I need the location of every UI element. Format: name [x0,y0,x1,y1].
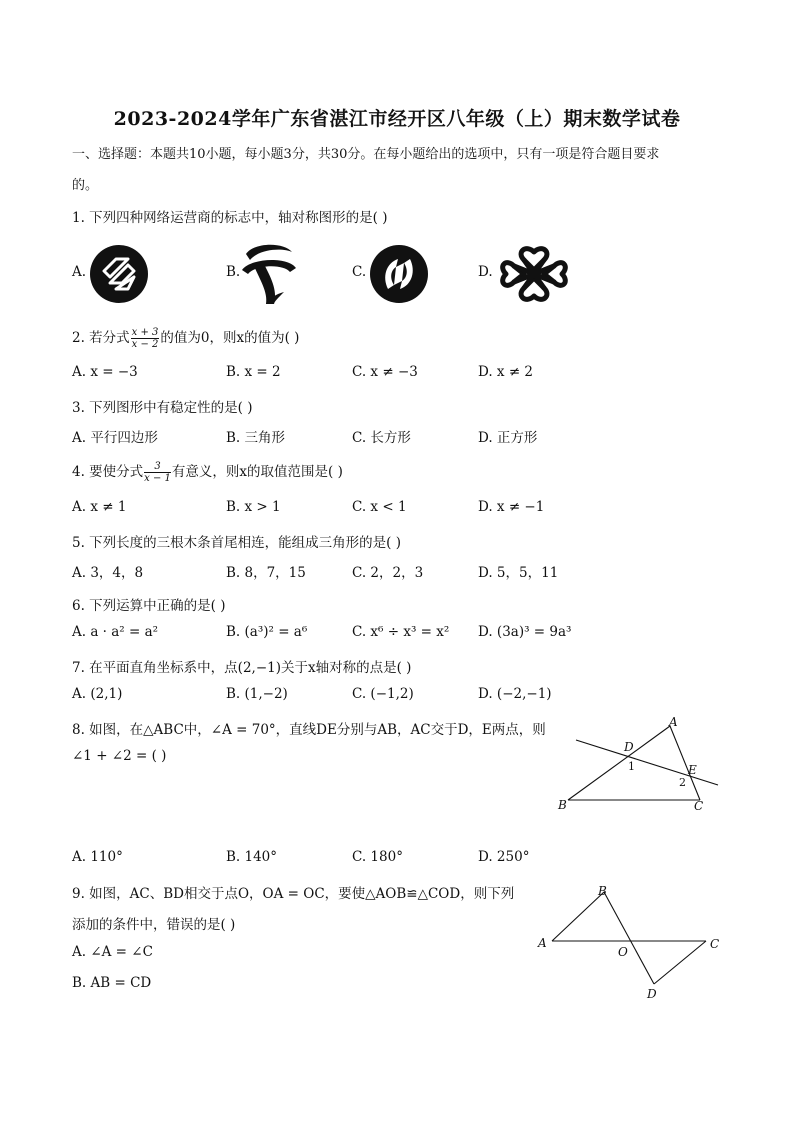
question-2-option-c: C. x ≠ −3 [352,364,418,380]
label-c: C [694,799,704,813]
segment-ab [552,892,604,941]
question-5-option-c: C. 2，2，3 [352,565,424,581]
question-4-option-a: A. x ≠ 1 [72,499,127,515]
segment-cd [654,941,706,984]
question-2-fraction-denominator: x − 2 [131,339,159,350]
question-4-option-c: C. x < 1 [352,499,407,515]
question-4-stem [72,460,343,484]
question-1-option-a: A. [72,264,87,280]
question-2-fraction-numerator: x + 3 [131,327,159,338]
question-7-option-b: B. (1,−2) [226,686,288,702]
section-instructions [72,139,732,201]
question-8-option-a: A. 110° [72,849,123,865]
label-b: B [558,798,567,812]
question-3-option-b: B. 三角形 [226,430,286,446]
question-1-stem: 1. 下列四种网络运营商的标志中，轴对称图形的是( ) [72,210,388,226]
label-c: C [710,937,720,951]
label-a: A [669,715,678,729]
label-d: D [647,987,657,1001]
question-3-option-c: C. 长方形 [352,430,411,446]
label-b: B [598,884,607,898]
question-3-option-d: D. 正方形 [478,430,538,446]
question-5-option-d: D. 5，5，11 [478,565,559,581]
china-unicom-logo-icon [494,244,574,304]
question-2-stem-post: 的值为0，则x的值为( ) [160,330,300,346]
question-3-option-a: A. 平行四边形 [72,430,158,446]
question-2-option-b: B. x = 2 [226,364,281,380]
question-8-stem-line2: ∠1 + ∠2 = ( ) [72,748,167,764]
question-2-stem-pre: 2. 若分式 [72,330,130,346]
question-6-option-b: B. (a³)² = a⁶ [226,624,308,640]
china-mobile-logo-icon [88,243,150,305]
segment-bd [604,892,654,984]
question-4-fraction-denominator: x − 1 [144,473,171,484]
question-2-option-d: D. x ≠ 2 [478,364,534,380]
label-d: D [624,740,634,754]
question-2-fraction [131,327,160,350]
question-8-stem-line1: 8. 如图，在△ABC中，∠A = 70°，直线DE分别与AB，AC交于D，E两点，则 [72,722,546,738]
question-2-stem [72,326,299,350]
question-5-option-b: B. 8，7，15 [226,565,306,581]
question-1-option-c: C. [352,264,367,280]
question-6-option-d: D. (3a)³ = 9a³ [478,624,572,640]
question-5-option-a: A. 3，4，8 [72,565,144,581]
china-netcom-logo-icon [368,243,430,305]
question-7-stem: 7. 在平面直角坐标系中，点(2,−1)关于x轴对称的点是( ) [72,660,412,676]
label-o: O [618,945,628,959]
section-instructions-line1: 一、选择题：本题共10小题，每小题3分，共30分。在每小题给出的选项中，只有一项是符合题目要求 [72,147,660,162]
question-8-option-b: B. 140° [226,849,278,865]
question-6-stem: 6. 下列运算中正确的是( ) [72,598,226,614]
question-9-crossing-figure [530,878,730,1004]
question-6-option-a: A. a · a² = a² [72,624,159,640]
question-4-stem-post: 有意义，则x的取值范围是( ) [171,464,343,480]
question-4-fraction-numerator: 3 [144,461,171,473]
question-9-option-b: B. AB = CD [72,975,152,991]
question-4-option-d: D. x ≠ −1 [478,499,545,515]
question-7-option-c: C. (−1,2) [352,686,414,702]
question-9-stem-line2: 添加的条件中，错误的是( ) [72,917,236,933]
exam-title: 2023-2024学年广东省湛江市经开区八年级（上）期末数学试卷 [113,108,681,130]
label-angle-2: 2 [679,776,686,789]
label-a: A [538,936,547,950]
question-6-option-c: C. x⁶ ÷ x³ = x² [352,624,450,640]
china-telecom-logo-icon [240,240,298,306]
question-4-fraction [144,461,171,484]
question-9-stem-line1: 9. 如图，AC、BD相交于点O，OA = OC，要使△AOB≌△COD，则下列 [72,886,515,902]
question-8-triangle-figure [554,712,726,816]
question-8-option-c: C. 180° [352,849,403,865]
question-5-stem: 5. 下列长度的三根木条首尾相连，能组成三角形的是( ) [72,535,401,551]
question-1-option-b: B. [226,264,241,280]
question-9-option-a: A. ∠A = ∠C [72,944,153,960]
segment-ab [568,726,670,800]
question-7-option-a: A. (2,1) [72,686,123,702]
question-8-option-d: D. 250° [478,849,530,865]
question-4-stem-pre: 4. 要使分式 [72,464,144,480]
question-7-option-d: D. (−2,−1) [478,686,552,702]
label-e: E [688,763,697,777]
question-1-option-d: D. [478,264,493,280]
label-angle-1: 1 [628,760,635,773]
question-2-option-a: A. x = −3 [72,364,138,380]
section-instructions-line2: 的。 [72,178,99,193]
question-4-option-b: B. x > 1 [226,499,281,515]
question-3-stem: 3. 下列图形中有稳定性的是( ) [72,400,253,416]
